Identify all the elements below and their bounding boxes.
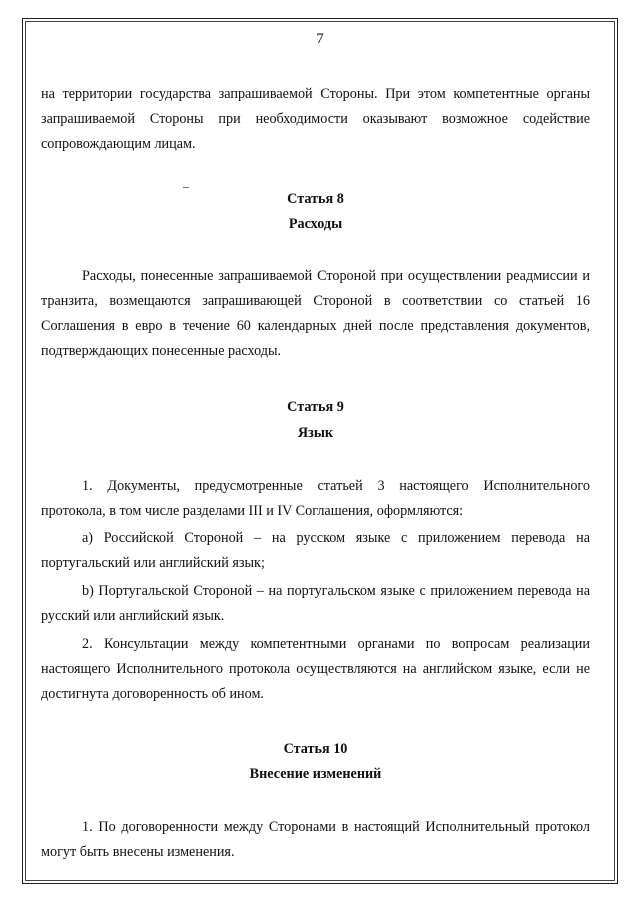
article-9-item-a: a) Российской Стороной – на русском языке с приложением перевода на португальский или английский язык; xyxy=(41,530,590,571)
article-9-item-b: b) Португальской Стороной – на португальском языке с приложением перевода на русский или английский язык. xyxy=(41,583,590,624)
article-8-number: Статья 8 xyxy=(287,191,344,207)
continuation-paragraph: на территории государства запрашиваемой Стороны. При этом компетентные органы запрашиваемой Стороны при необходимости оказывают возможное содействие сопровождающим лицам. xyxy=(41,86,590,152)
page-number: 7 xyxy=(316,31,324,47)
article-9-number: Статья 9 xyxy=(287,399,344,415)
article-9-paragraph-2: 2. Консультации между компетентными органами по вопросам реализации настоящего Исполнительного протокола осуществляются на английском языке, если не достигнута договоренность об ином. xyxy=(41,636,590,702)
article-9-paragraph-1: 1. Документы, предусмотренные статьей 3 настоящего Исполнительного протокола, в том числе разделами III и IV Соглашения, оформляются: xyxy=(41,478,590,519)
article-10-title: Внесение изменений xyxy=(249,766,382,782)
article-10-paragraph-1: 1. По договоренности между Сторонами в настоящий Исполнительный протокол могут быть внесены изменения. xyxy=(41,819,590,860)
article-8-title: Расходы xyxy=(288,216,343,232)
article-10-number: Статья 10 xyxy=(283,741,348,757)
article-9-title: Язык xyxy=(297,425,334,441)
article-8-paragraph: Расходы, понесенные запрашиваемой Стороной при осуществлении реадмиссии и транзита, возмещаются запрашивающей Стороной в соответствии со статьей 16 Соглашения в евро в течение 60 календарных дней после представления документов, подтверждающих понесенные расходы. xyxy=(41,268,590,359)
